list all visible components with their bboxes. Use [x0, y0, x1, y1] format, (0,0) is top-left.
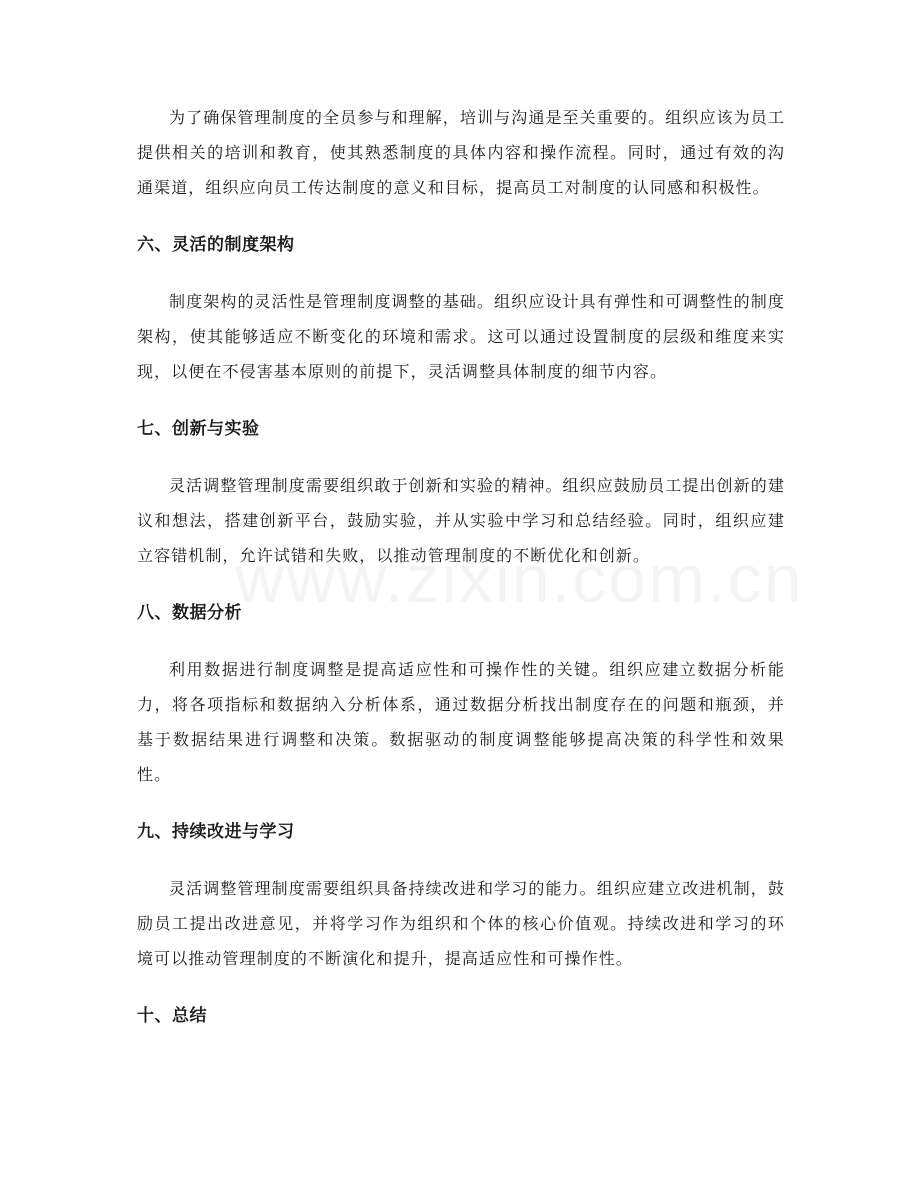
paragraph-continuous-improvement: 灵活调整管理制度需要组织具备持续改进和学习的能力。组织应建立改进机制，鼓励员工提出改进意见，并将学习作为组织和个体的核心价值观。持续改进和学习的环境可以推动管理制度的不断演化和提升，提高适应性和可操作性。 [137, 879, 785, 968]
paragraph-flexible-structure: 制度架构的灵活性是管理制度调整的基础。组织应设计具有弹性和可调整性的制度架构，使其能够适应不断变化的环境和需求。这可以通过设置制度的层级和维度来实现，以便在不侵害基本原则的前提下，灵活调整具体制度的细节内容。 [137, 292, 785, 381]
document-body [137, 100, 785, 1034]
paragraph-data-analysis: 利用数据进行制度调整是提高适应性和可操作性的关键。组织应建立数据分析能力，将各项指标和数据纳入分析体系，通过数据分析找出制度存在的问题和瓶颈，并基于数据结果进行调整和决策。数据驱动的制度调整能够提高决策的科学性和效果性。 [137, 660, 785, 784]
paragraph-training-communication: 为了确保管理制度的全员参与和理解，培训与沟通是至关重要的。组织应该为员工提供相关的培训和教育，使其熟悉制度的具体内容和操作流程。同时，通过有效的沟通渠道，组织应向员工传达制度的意义和目标，提高员工对制度的认同感和积极性。 [137, 108, 785, 197]
paragraph-innovation-experiment: 灵活调整管理制度需要组织敢于创新和实验的精神。组织应鼓励员工提出创新的建议和想法，搭建创新平台，鼓励实验，并从实验中学习和总结经验。同时，组织应建立容错机制，允许试错和失败，以推动管理制度的不断优化和创新。 [137, 476, 785, 565]
heading-data-analysis: 八、数据分析 [137, 603, 242, 623]
heading-summary: 十、总结 [137, 1006, 207, 1026]
heading-continuous-improvement: 九、持续改进与学习 [137, 822, 295, 842]
heading-flexible-structure: 六、灵活的制度架构 [137, 235, 295, 255]
heading-innovation-experiment: 七、创新与实验 [137, 419, 260, 439]
